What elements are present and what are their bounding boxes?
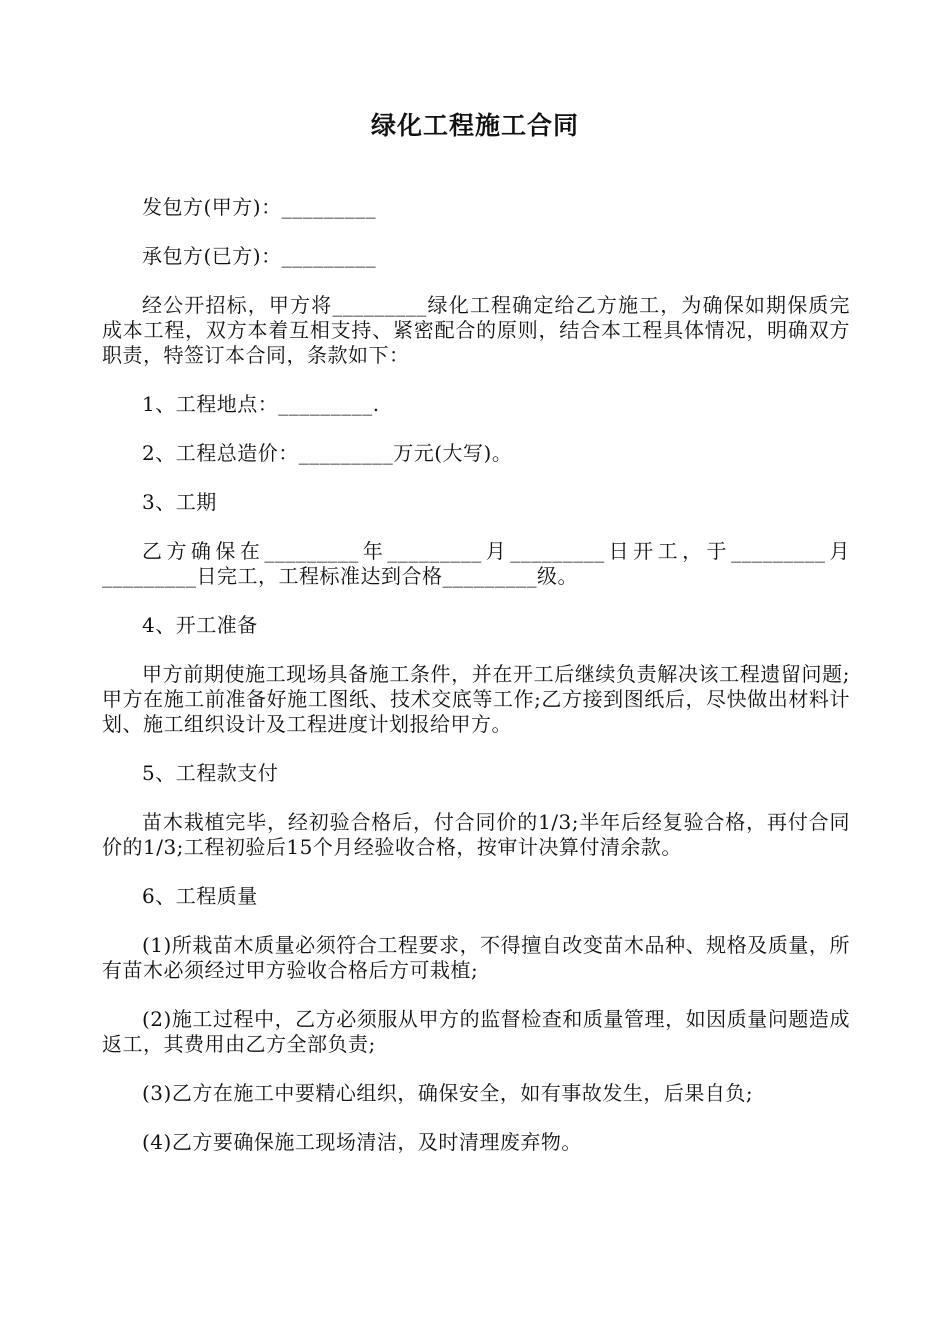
document-title: 绿化工程施工合同 bbox=[370, 111, 579, 140]
section-heading-preparation: 4、开工准备 bbox=[142, 613, 258, 637]
preparation-paragraph: 甲方前期使施工现场具备施工条件，并在开工后继续负责解决该工程遗留问题;甲方在施工前准备好施工图纸、技术交底等工作;乙方接到图纸后，尽快做出材料计划、施工组织设计及工程进度计划报给甲方。 bbox=[102, 662, 850, 736]
clause-location: 1、工程地点：_________. bbox=[142, 392, 380, 416]
quality-item-2: (2)施工过程中，乙方必须服从甲方的监督检查和质量管理，如因质量问题造成返工，其费用由乙方全部负责; bbox=[102, 1007, 850, 1056]
section-heading-payment: 5、工程款支付 bbox=[142, 761, 279, 785]
quality-item-1: (1)所栽苗木质量必须符合工程要求，不得擅自改变苗木品种、规格及质量，所有苗木必须经过甲方验收合格后方可栽植; bbox=[102, 933, 850, 982]
schedule-paragraph: 乙方确保在_________年_________月_________日开工，于_________月_________日完工，工程标准达到合格_________级。 bbox=[102, 539, 850, 588]
quality-item-3: (3)乙方在施工中要精心组织，确保安全，如有事故发生，后果自负; bbox=[142, 1081, 754, 1105]
payment-paragraph: 苗木栽植完毕，经初验合格后，付合同价的1/3;半年后经复验合格，再付合同价的1/3;工程初验后15个月经验收合格，按审计决算付清余款。 bbox=[102, 810, 850, 859]
preamble-paragraph: 经公开招标，甲方将_________绿化工程确定给乙方施工，为确保如期保质完成本工程，双方本着互相支持、紧密配合的原则，结合本工程具体情况，明确双方职责，特签订本合同，条款如下： bbox=[102, 293, 850, 367]
party-a-line: 发包方(甲方)：_________ bbox=[142, 195, 377, 219]
document-body bbox=[102, 195, 850, 1179]
clause-total-cost: 2、工程总造价：_________万元(大写)。 bbox=[142, 441, 513, 465]
party-b-line: 承包方(已方)：_________ bbox=[142, 244, 377, 268]
section-heading-schedule: 3、工期 bbox=[142, 490, 217, 514]
quality-item-4: (4)乙方要确保施工现场清洁，及时清理废弃物。 bbox=[142, 1130, 582, 1154]
section-heading-quality: 6、工程质量 bbox=[142, 884, 258, 908]
